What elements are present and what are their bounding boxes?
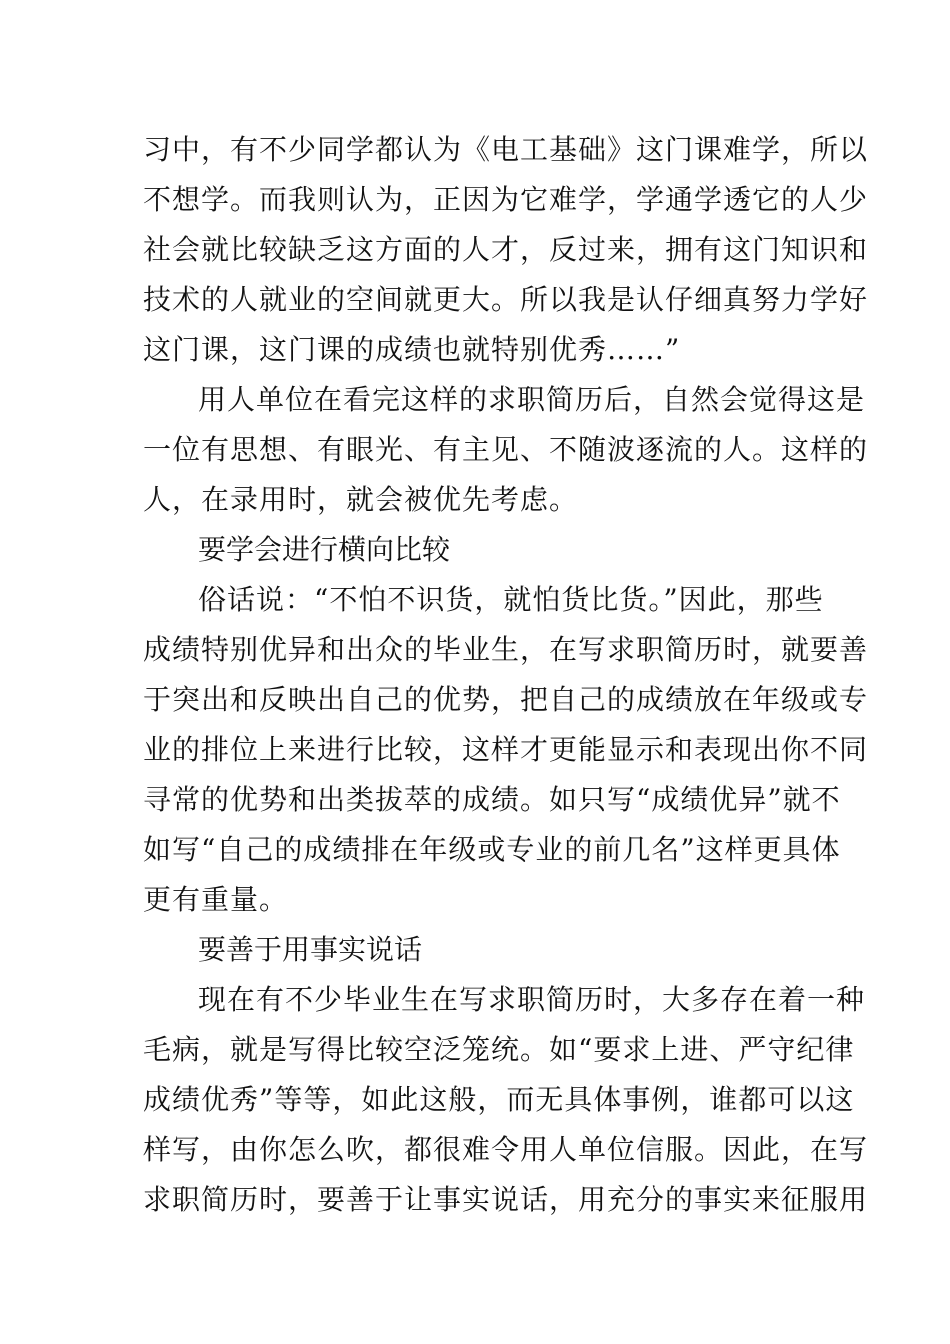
section-heading: 要学会进行横向比较 <box>198 533 451 566</box>
text-line: 人，在录用时，就会被优先考虑。 <box>143 483 579 516</box>
text-line: 毛病，就是写得比较空泛笼统。如“要求上进、严守纪律 <box>143 1033 855 1066</box>
text-line: 求职简历时，要善于让事实说话，用充分的事实来征服用 <box>143 1183 869 1216</box>
text-line: 习中，有不少同学都认为《电工基础》这门课难学，所以 <box>143 133 869 166</box>
text-line: 如写“自己的成绩排在年级或专业的前几名”这样更具体 <box>143 833 841 866</box>
text-line: 于突出和反映出自己的优势，把自己的成绩放在年级或专 <box>143 683 869 716</box>
text-line: 样写，由你怎么吹，都很难令用人单位信服。因此，在写 <box>143 1133 869 1166</box>
text-line: 这门课，这门课的成绩也就特别优秀……” <box>143 333 681 366</box>
text-line: 成绩优秀”等等，如此这般，而无具体事例，谁都可以这 <box>143 1083 855 1116</box>
section-heading: 要善于用事实说话 <box>198 933 423 966</box>
text-line: 一位有思想、有眼光、有主见、不随波逐流的人。这样的 <box>143 433 869 466</box>
text-line: 更有重量。 <box>143 883 289 916</box>
paragraph-first-line: 俗话说：“不怕不识货，就怕货比货。”因此，那些 <box>198 583 824 616</box>
text-line: 社会就比较缺乏这方面的人才，反过来，拥有这门知识和 <box>143 233 869 266</box>
text-line: 成绩特别优异和出众的毕业生，在写求职简历时，就要善 <box>143 633 869 666</box>
text-line: 不想学。而我则认为，正因为它难学，学通学透它的人少 <box>143 183 869 216</box>
text-line: 业的排位上来进行比较，这样才更能显示和表现出你不同 <box>143 733 869 766</box>
paragraph-first-line: 现在有不少毕业生在写求职简历时，大多存在着一种 <box>198 983 866 1016</box>
text-line: 技术的人就业的空间就更大。所以我是认仔细真努力学好 <box>143 283 869 316</box>
paragraph-first-line: 用人单位在看完这样的求职简历后，自然会觉得这是 <box>198 383 866 416</box>
text-line: 寻常的优势和出类拔萃的成绩。如只写“成绩优异”就不 <box>143 783 841 816</box>
